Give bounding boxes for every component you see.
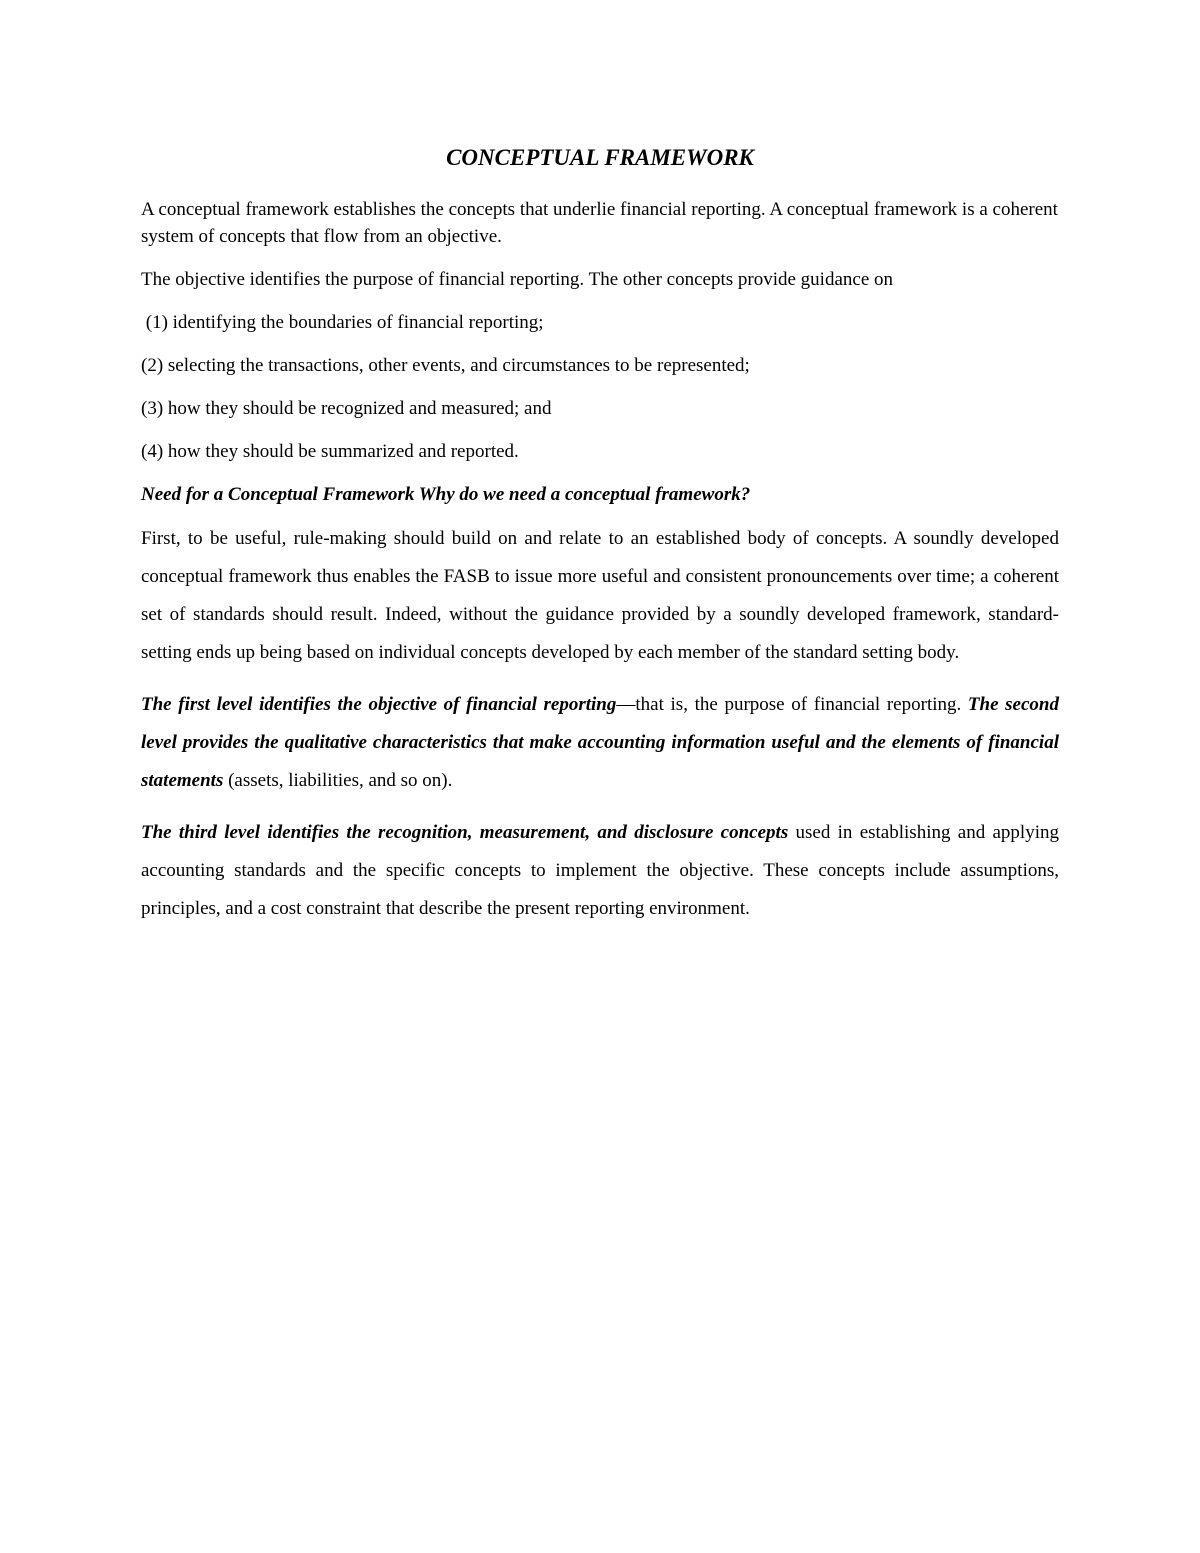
second-level-rest: (assets, liabilities, and so on). — [223, 770, 453, 791]
guidance-item-4: (4) how they should be summarized and reported. — [141, 441, 519, 462]
first-level-emphasis: The first level identifies the objective of financial reporting — [141, 694, 617, 715]
second-level-emphasis: The second level provides the qualitative characteristics that make accounting information useful and the elements of financial statements — [141, 694, 1059, 791]
guidance-item-1: (1) identifying the boundaries of financial reporting; — [141, 312, 544, 333]
levels-paragraph — [141, 686, 1059, 800]
document-title: CONCEPTUAL FRAMEWORK — [446, 145, 754, 170]
third-level-emphasis: The third level identifies the recognition, measurement, and disclosure concepts — [141, 822, 789, 843]
need-paragraph: First, to be useful, rule-making should build on and relate to an established body of concepts. A soundly developed conceptual framework thus enables the FASB to issue more useful and consistent pronouncements over time; a coherent set of standards should result. Indeed, without the guidance provided by a soundly developed framework, standard-setting ends up being based on individual concepts developed by each member of the standard setting body. — [141, 528, 1059, 663]
need-heading: Need for a Conceptual Framework Why do we need a conceptual framework? — [141, 484, 751, 505]
objective-paragraph: The objective identifies the purpose of financial reporting. The other concepts provide guidance on — [141, 269, 894, 290]
guidance-item-3: (3) how they should be recognized and measured; and — [141, 398, 552, 419]
third-level-paragraph — [141, 814, 1059, 928]
document-body — [141, 140, 1059, 942]
first-level-rest: —that is, the purpose of financial reporting. — [616, 694, 968, 715]
guidance-item-2: (2) selecting the transactions, other events, and circumstances to be represented; — [141, 355, 750, 376]
third-level-rest: used in establishing and applying accounting standards and the specific concepts to implement the objective. These concepts include assumptions, principles, and a cost constraint that describe the present reporting environment. — [141, 822, 1059, 919]
intro-paragraph: A conceptual framework establishes the concepts that underlie financial reporting. A conceptual framework is a coherent system of concepts that flow from an objective. — [141, 199, 1058, 247]
